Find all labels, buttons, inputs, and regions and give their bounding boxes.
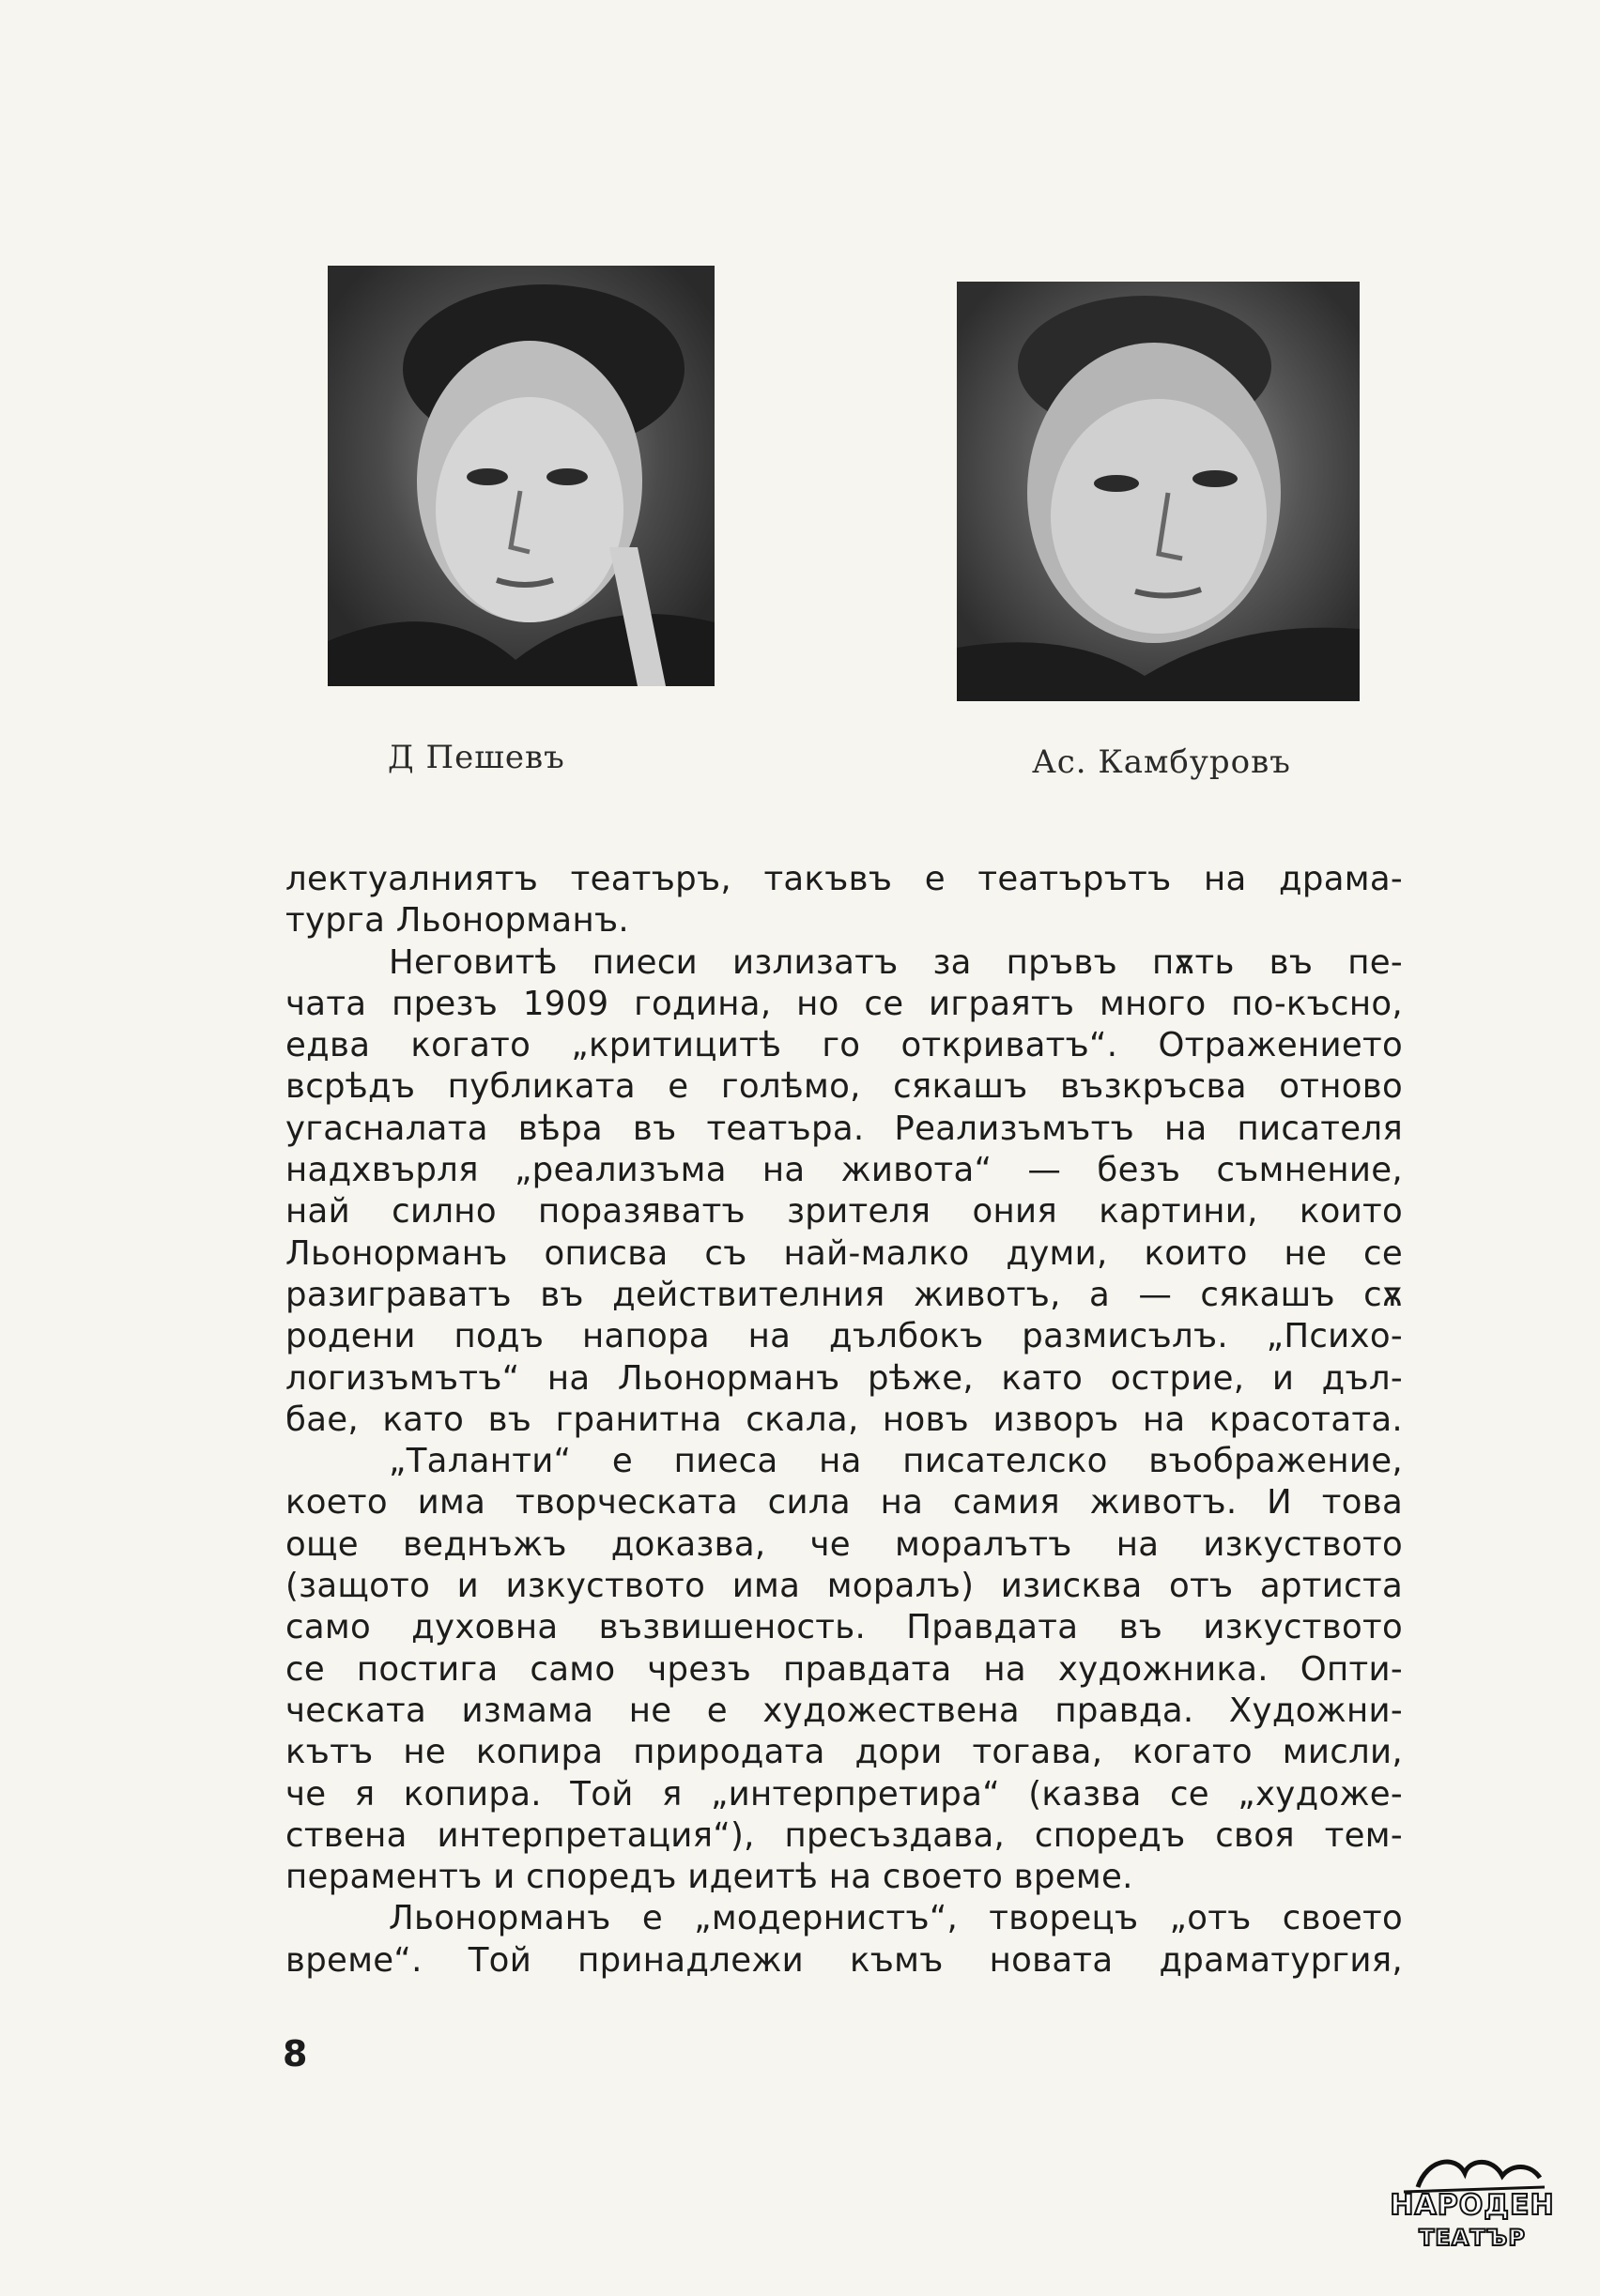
text-line: турга Льонорманъ. — [285, 901, 629, 941]
text-line: лектуалниятъ театъръ, такъвъ е театърътъ на драма- — [285, 860, 1403, 898]
text-line: угасналата вѣра въ театъра. Реализъмътъ на писателя — [285, 1109, 1403, 1148]
text-line: кътъ не копира природата дори тогава, когато мисли, — [285, 1733, 1403, 1772]
text-line: надхвърля „реализъма на живота“ — безъ съмнение, — [285, 1151, 1403, 1190]
text-line: ческата измама не е художествена правда. Художни- — [285, 1691, 1403, 1730]
portrait-photo-kamburov — [957, 282, 1360, 701]
text-line: пераментъ и споредъ идеитѣ на своето време. — [285, 1858, 1133, 1897]
text-line: най силно поразяватъ зрителя ония картини, които — [285, 1192, 1403, 1232]
text-line: логизъмътъ“ на Льонорманъ рѣже, като острие, и дъл- — [285, 1358, 1403, 1398]
article-body — [285, 859, 1403, 1982]
text-line: бае, като въ гранитна скала, новъ изворъ на красотата. — [285, 1400, 1403, 1439]
portrait-photo-peshev — [328, 266, 715, 686]
caption-kamburov: Ас. Камбуровъ — [1032, 743, 1291, 781]
text-line: родени подъ напора на дълбокъ размисълъ. „Психо- — [285, 1317, 1403, 1356]
text-line: време“. Той принадлежи къмъ новата драматургия, — [285, 1940, 1403, 1980]
text-line: че я копира. Той я „интерпретира“ (казва се „художе- — [285, 1774, 1403, 1814]
text-line: ствена интерпретация“), пресъздава, споредъ своя тем- — [285, 1815, 1403, 1855]
caption-peshev: Д Пешевъ — [388, 739, 565, 776]
text-line: само духовна възвишеность. Правдата въ изкуството — [285, 1608, 1403, 1647]
stamp-text-line2: ТЕАТЪР — [1419, 2225, 1526, 2251]
stamp-text-line1: НАРОДЕН — [1390, 2189, 1555, 2222]
text-line: се постига само чрезъ правдата на художника. Опти- — [285, 1649, 1403, 1689]
national-theatre-stamp — [1390, 2150, 1555, 2262]
text-line: което има творческата сила на самия животъ. И това — [285, 1483, 1403, 1523]
text-line: чата презъ 1909 година, но се играятъ много по-късно, — [285, 984, 1403, 1023]
text-line: още веднъжъ доказва, че моралътъ на изкуството — [285, 1524, 1403, 1564]
text-line: (защото и изкуството има моралъ) изисква отъ артиста — [285, 1567, 1403, 1606]
text-line: разиграватъ въ действителния животъ, а — сякашъ сѫ — [285, 1275, 1403, 1314]
text-line: едва когато „критицитѣ го откриватъ“. Отражението — [285, 1026, 1403, 1065]
text-line: Льонорманъ описва съ най-малко думи, които не се — [285, 1233, 1403, 1273]
text-line: Неговитѣ пиеси излизатъ за пръвъ пѫть въ пе- — [389, 942, 1403, 982]
text-line: Льонорманъ е „модернистъ“, творецъ „отъ своето — [389, 1899, 1403, 1938]
page-number: 8 — [283, 2033, 308, 2074]
text-line: всрѣдъ публиката е голѣмо, сякашъ възкръсва отново — [285, 1067, 1403, 1107]
text-line: „Таланти“ е пиеса на писателско въображение, — [389, 1442, 1403, 1481]
